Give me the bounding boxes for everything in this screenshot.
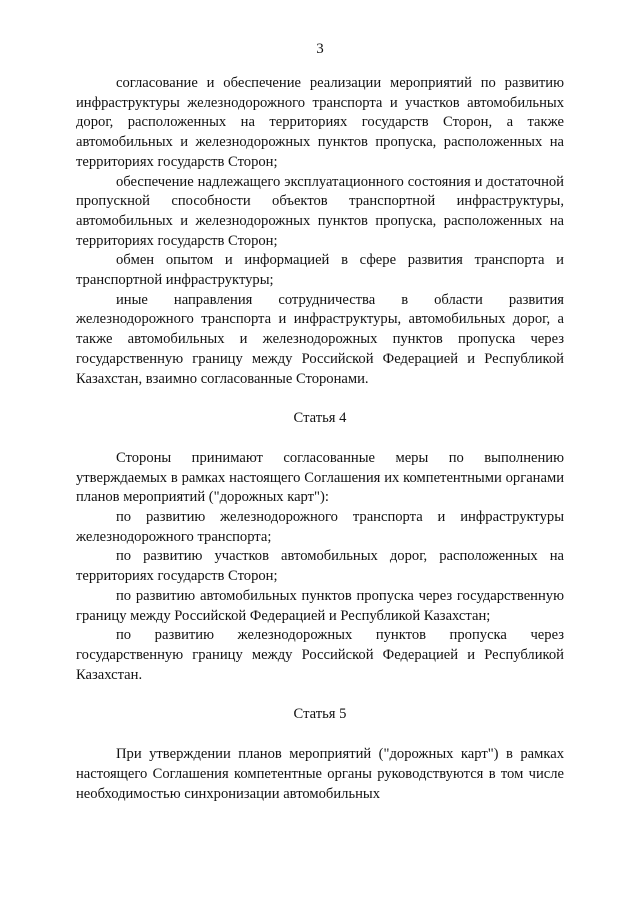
paragraph-agreed-measures: Стороны принимают согласованные меры по выполнению утверждаемых в рамках настоящего Соглашения их компетентными органами планов мероприятий ("дорожных карт"): [76,449,564,506]
paragraph-road-development: по развитию участков автомобильных дорог, расположенных на территориях государств Сторон; [76,548,564,585]
paragraph-roadmap-approval: При утверждении планов мероприятий ("дорожных карт") в рамках настоящего Соглашения компетентные органы руководствуются в том числе необходимостью синхронизации автомобильных [76,746,564,802]
article-4-heading: Статья 4 [293,410,347,427]
document-body [76,74,564,804]
paragraph-coordination: согласование и обеспечение реализации мероприятий по развитию инфраструктуры железнодорожного транспорта и участков автомобильных дорог, расположенных на территориях государств Сторон, а также автомобильных и железнодорожных пунктов пропуска, расположенных на территориях государств Сторон; [76,75,564,170]
paragraph-other-directions: иные направления сотрудничества в области развития железнодорожного транспорта и инфраструктуры, автомобильных дорог, а также автомобильных и железнодорожных пунктов пропуска через государственную границу между Российской Федерацией и Республикой Казахстан, взаимно согласованные Сторонами. [76,291,564,387]
paragraph-road-checkpoints: по развитию автомобильных пунктов пропуска через государственную границу между Российской Федерацией и Республикой Казахстан; [76,587,564,624]
paragraph-experience-exchange: обмен опытом и информацией в сфере развития транспорта и транспортной инфраструктуры; [76,252,564,289]
page-number: 3 [316,41,324,57]
paragraph-railway-checkpoints: по развитию железнодорожных пунктов пропуска через государственную границу между Российской Федерацией и Республикой Казахстан. [76,627,564,683]
paragraph-railway-development: по развитию железнодорожного транспорта и инфраструктуры железнодорожного транспорта; [76,509,564,545]
paragraph-maintenance: обеспечение надлежащего эксплуатационного состояния и достаточной пропускной способности объектов транспортной инфраструктуры, автомобильных и железнодорожных пунктов пропуска, расположенных на территориях государств Сторон; [76,173,564,249]
article-5-heading: Статья 5 [293,706,347,723]
